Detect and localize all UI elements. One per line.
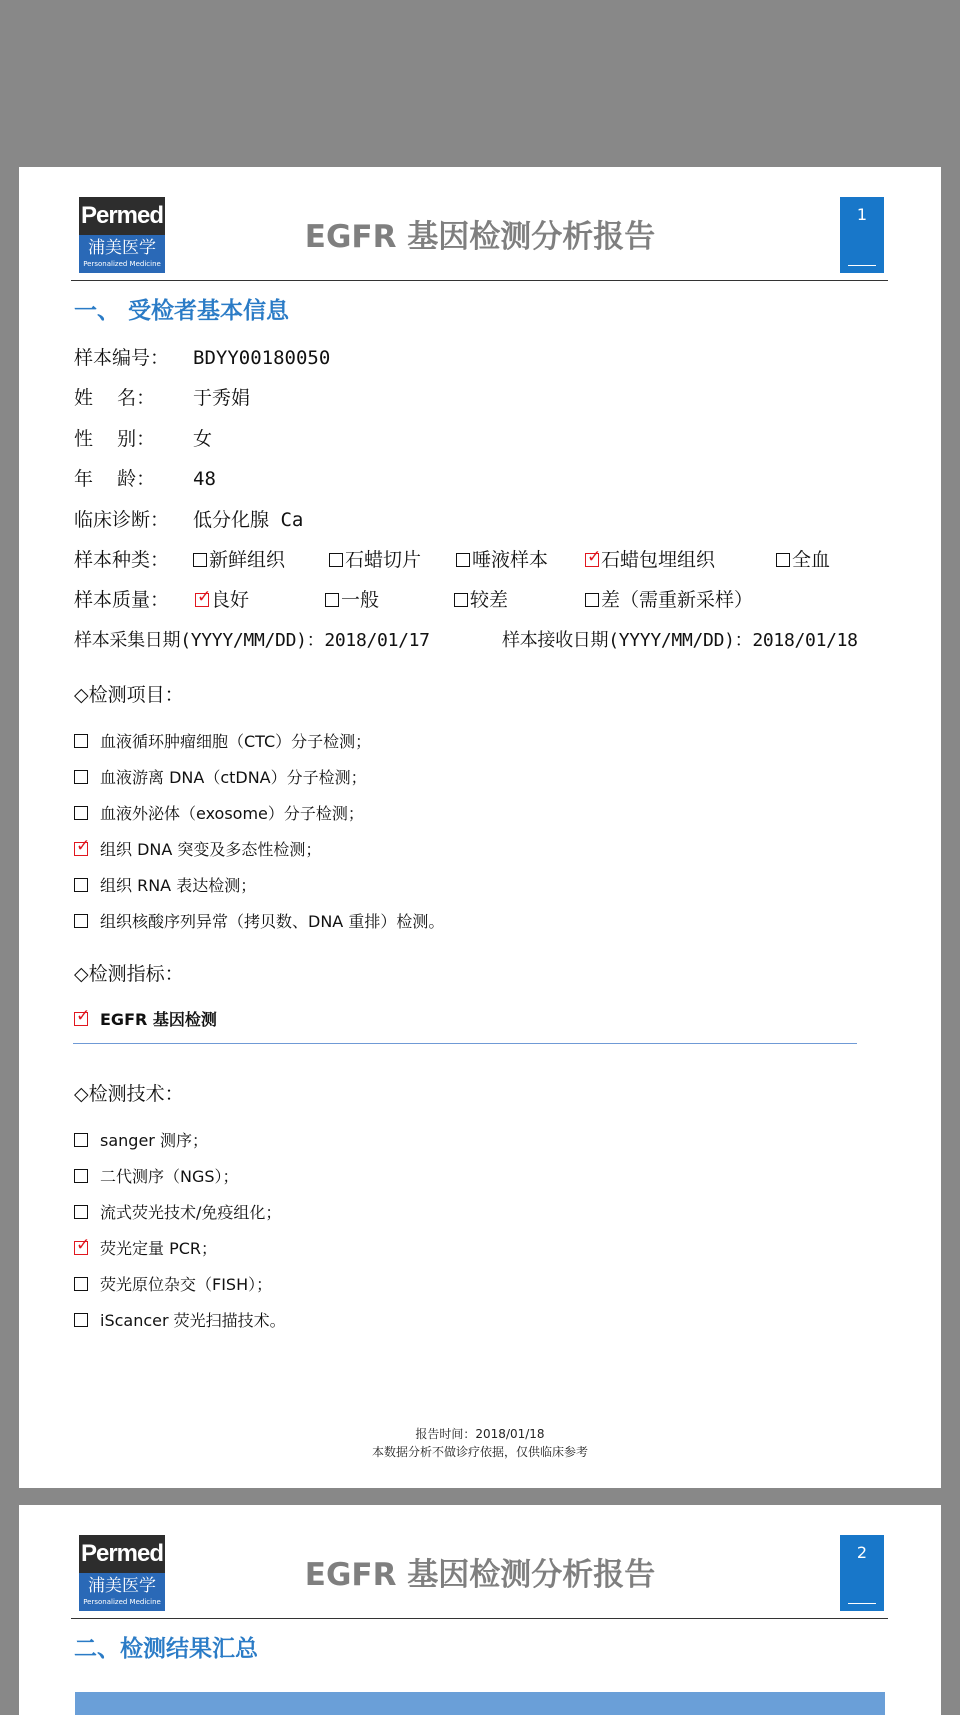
checkbox-checked[interactable]: [585, 553, 599, 567]
sample-type-label: 样本种类：: [74, 549, 170, 571]
checkbox[interactable]: [74, 1205, 88, 1219]
logo-cn: 浦美医学: [88, 238, 156, 258]
diagnosis-label: 临床诊断：: [74, 509, 170, 531]
sample-id-value: BDYY00180050: [193, 347, 331, 369]
sex-row: [74, 424, 212, 451]
test-item-ctc[interactable]: 血液循环肿瘤细胞（CTC）分子检测；: [74, 729, 371, 752]
name-label: 姓 名：: [74, 387, 156, 409]
checkbox[interactable]: [329, 553, 343, 567]
tech-ngs[interactable]: 二代测序（NGS）；: [74, 1164, 239, 1187]
logo-cn: 浦美医学: [88, 1576, 156, 1596]
tech-sanger[interactable]: sanger 测序；: [74, 1128, 208, 1151]
checkbox[interactable]: [776, 553, 790, 567]
sample-type-fresh[interactable]: 新鲜组织: [193, 545, 285, 572]
checkbox[interactable]: [74, 806, 88, 820]
logo-brand: Permed: [80, 1540, 164, 1567]
quality-poor[interactable]: 较差: [454, 585, 508, 612]
page-number: 1: [856, 205, 868, 224]
report-page-2: [19, 1505, 941, 1715]
results-table-header: [75, 1692, 885, 1715]
footer-disclaimer: 本数据分析不做诊疗依据，仅供临床参考: [371, 1445, 588, 1459]
checkbox-checked[interactable]: [195, 593, 209, 607]
age-label: 年 龄：: [74, 468, 156, 490]
sex-value: 女: [193, 428, 213, 450]
diagnosis-value: 低分化腺 Ca: [193, 509, 304, 531]
logo-brand: Permed: [80, 202, 164, 229]
diagnosis-row: [74, 505, 303, 532]
tech-heading: ◇检测技术：: [74, 1083, 184, 1105]
quality-bad-resample[interactable]: 差（需重新采样）: [585, 585, 753, 612]
age-value: 48: [193, 468, 216, 490]
logo-en: Personalized Medicine: [83, 260, 161, 268]
checkbox[interactable]: [74, 1277, 88, 1291]
footer-report-time: 报告时间：2018/01/18: [415, 1427, 545, 1441]
report-title: EGFR 基因检测分析报告: [304, 219, 656, 255]
checkbox-checked[interactable]: [74, 1012, 88, 1026]
collect-date: 样本采集日期(YYYY/MM/DD)：2018/01/17: [74, 630, 430, 651]
report-title: EGFR 基因检测分析报告: [304, 1557, 656, 1593]
checkbox[interactable]: [585, 593, 599, 607]
test-items-heading: ◇检测项目：: [74, 684, 184, 706]
test-item-exosome[interactable]: 血液外泌体（exosome）分子检测；: [74, 801, 364, 824]
test-item-tissue-rna[interactable]: 组织 RNA 表达检测；: [74, 873, 256, 896]
report-page-1: [19, 167, 941, 1488]
quality-good[interactable]: ✓ 良好: [195, 585, 249, 612]
checkbox[interactable]: [74, 1313, 88, 1327]
indicator-egfr[interactable]: ✓EGFR 基因检测: [74, 1007, 217, 1030]
page-number-badge: [840, 197, 884, 273]
checkbox-checked[interactable]: [74, 1241, 88, 1255]
checkbox[interactable]: [74, 1169, 88, 1183]
page-number: 2: [856, 1543, 868, 1562]
checkbox[interactable]: [325, 593, 339, 607]
test-item-tissue-dna[interactable]: ✓组织 DNA 突变及多态性检测；: [74, 837, 321, 860]
sample-quality-label: 样本质量：: [74, 589, 170, 611]
tech-fish[interactable]: 荧光原位杂交（FISH）；: [74, 1272, 272, 1295]
sample-id-row: [74, 343, 330, 370]
header-divider: [71, 280, 888, 281]
checkbox-checked[interactable]: [74, 842, 88, 856]
sample-type-paraffin-section[interactable]: 石蜡切片: [329, 545, 421, 572]
sex-label: 性 别：: [74, 428, 156, 450]
test-item-sequence-abnormality[interactable]: 组织核酸序列异常（拷贝数、DNA 重排）检测。: [74, 909, 444, 932]
age-row: [74, 464, 216, 491]
logo-en: Personalized Medicine: [83, 1598, 161, 1606]
checkbox[interactable]: [454, 593, 468, 607]
sample-id-label: 样本编号：: [74, 347, 170, 369]
checkbox[interactable]: [456, 553, 470, 567]
sample-type-paraffin-embedded[interactable]: ✓ 石蜡包埋组织: [585, 545, 715, 572]
sample-type-saliva[interactable]: 唾液样本: [456, 545, 548, 572]
section-title-results-summary: 二、检测结果汇总: [74, 1636, 258, 1662]
checkbox[interactable]: [74, 878, 88, 892]
section-divider: [73, 1043, 857, 1044]
checkbox[interactable]: [74, 1133, 88, 1147]
checkbox[interactable]: [74, 914, 88, 928]
page-number-badge: [840, 1535, 884, 1611]
name-row: [74, 383, 250, 410]
quality-average[interactable]: 一般: [325, 585, 379, 612]
indicators-heading: ◇检测指标：: [74, 963, 184, 985]
section-title-basic-info: 一、 受检者基本信息: [74, 298, 290, 324]
tech-iscancer[interactable]: iScancer 荧光扫描技术。: [74, 1308, 286, 1331]
tech-flow-ihc[interactable]: 流式荧光技术/免疫组化；: [74, 1200, 281, 1223]
header-divider: [71, 1618, 888, 1619]
sample-type-whole-blood[interactable]: 全血: [776, 545, 830, 572]
test-item-ctdna[interactable]: 血液游离 DNA（ctDNA）分子检测；: [74, 765, 367, 788]
checkbox[interactable]: [74, 770, 88, 784]
receive-date: 样本接收日期(YYYY/MM/DD)：2018/01/18: [502, 630, 858, 651]
tech-qpcr[interactable]: ✓荧光定量 PCR；: [74, 1236, 217, 1259]
checkbox[interactable]: [193, 553, 207, 567]
name-value: 于秀娟: [193, 387, 251, 409]
checkbox[interactable]: [74, 734, 88, 748]
